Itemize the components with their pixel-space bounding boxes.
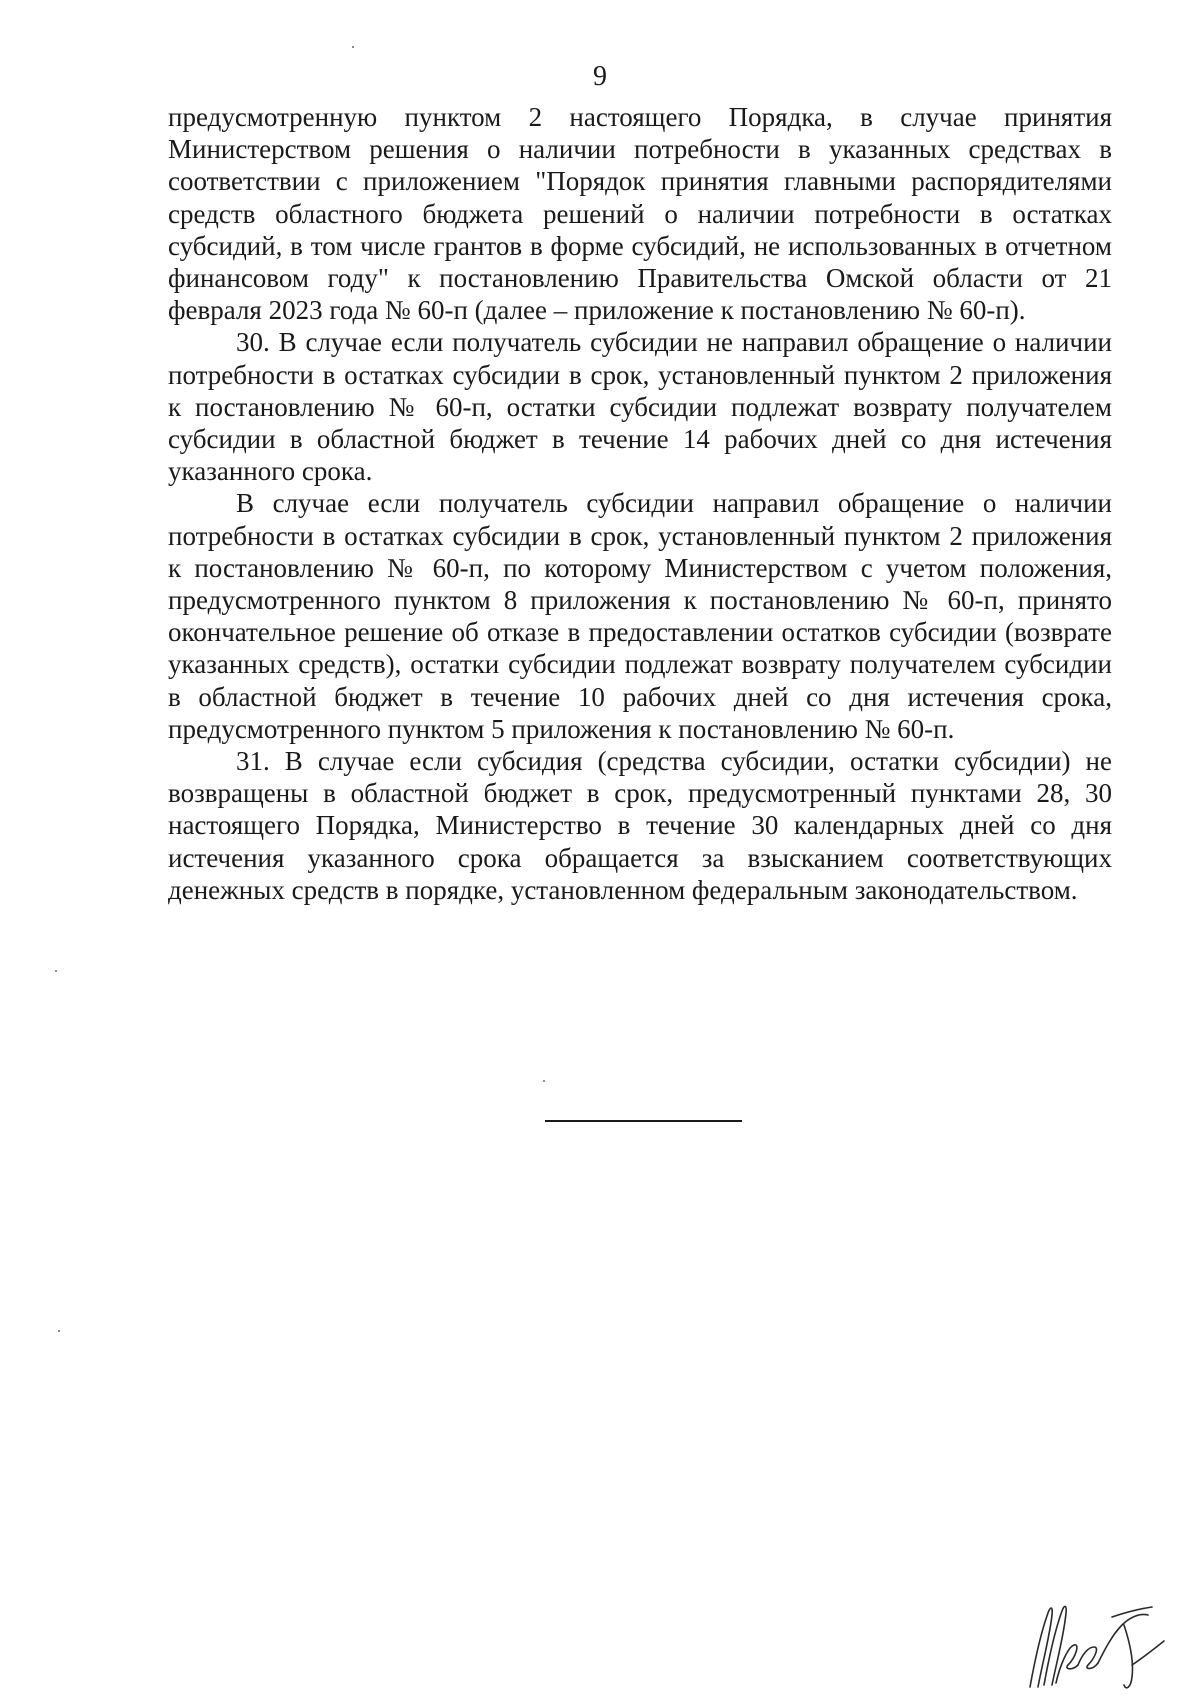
- paragraph-clause-30: 30. В случае если получатель субсидии не направил обращение о наличии потребности в остатках субсидии в срок, установленный пунктом 2 приложения к постановлению № 60-п, остатки субсидии подлежат возврату получателем субсидии в областной бюджет в течение 14 рабочих дней со дня истечения указанного срока.: [168, 327, 1112, 487]
- scan-speck: [58, 1330, 60, 1332]
- paragraph-clause-30-second: В случае если получатель субсидии направил обращение о наличии потребности в остатках субсидии в срок, установленный пунктом 2 приложения к постановлению № 60-п, по которому Министерством с учетом положения, предусмотренного пунктом 8 приложения к постановлению № 60-п, принято окончательное решение об отказе в предоставлении остатков субсидии (возврате указанных средств), остатки субсидии подлежат возврату получателем субсидии в областной бюджет в течение 10 рабочих дней со дня истечения срока, предусмотренного пунктом 5 приложения к постановлению № 60-п.: [168, 488, 1112, 744]
- document-body: [168, 101, 1112, 906]
- scan-speck: [55, 970, 57, 972]
- scan-speck: [543, 1080, 545, 1082]
- signature-image: [1020, 1595, 1170, 1695]
- scan-speck: [352, 46, 354, 48]
- page-number: 9: [593, 61, 607, 92]
- end-of-text-rule: [545, 1120, 742, 1122]
- paragraph-clause-31: 31. В случае если субсидия (средства субсидии, остатки субсидии) не возвращены в областной бюджет в срок, предусмотренный пунктами 28, 30 настоящего Порядка, Министерство в течение 30 календарных дней со дня истечения указанного срока обращается за взысканием соответствующих денежных средств в порядке, установленном федеральным законодательством.: [168, 746, 1112, 905]
- paragraph-continuation: предусмотренную пунктом 2 настоящего Порядка, в случае принятия Министерством решения о наличии потребности в указанных средствах в соответствии с приложением "Порядок принятия главными распорядителями средств областного бюджета решений о наличии потребности в остатках субсидий, в том числе грантов в форме субсидий, не использованных в отчетном финансовом году" к постановлению Правительства Омской области от 21 февраля 2023 года № 60-п (далее – приложение к постановлению № 60-п).: [168, 102, 1112, 326]
